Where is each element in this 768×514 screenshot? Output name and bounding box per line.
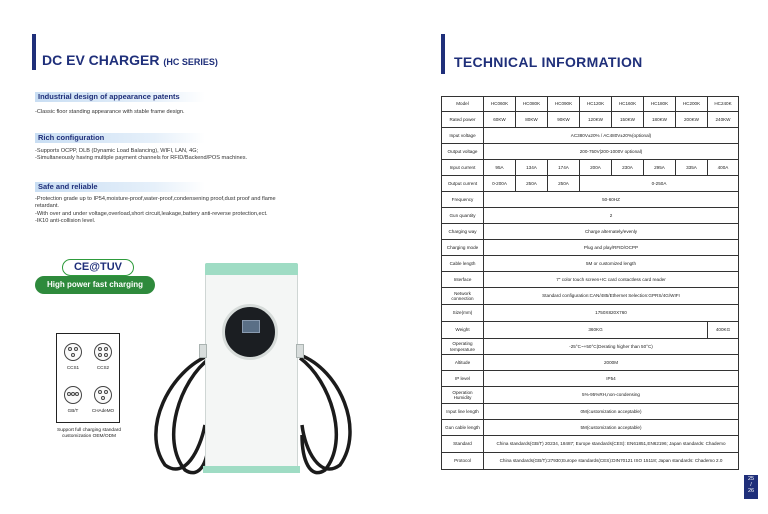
left-title-main: DC EV CHARGER xyxy=(42,52,160,68)
right-gun-holder xyxy=(296,344,304,358)
table-cell: AC380V±20% / AC480V±20%(optional) xyxy=(484,128,739,144)
row-label: Input voltage xyxy=(442,128,484,144)
left-gun-holder xyxy=(199,344,207,358)
row-label: Size(mm) xyxy=(442,305,484,322)
charger-screen xyxy=(242,320,260,333)
table-row xyxy=(442,192,739,208)
table-row xyxy=(442,176,739,192)
table-cell: 0-200A xyxy=(484,176,516,192)
table-cell: 5M or customized length xyxy=(484,256,739,272)
table-cell: 50-60HZ xyxy=(484,192,739,208)
table-cell: HC180K xyxy=(644,97,676,112)
section-line: -Supports OCPP, DLB (Dynamic Load Balancing), WIFI, LAN, 4G; xyxy=(35,148,199,154)
table-cell: HC160K xyxy=(612,97,644,112)
table-cell: China standards(GB/T) 20234, 18487; Europe standards(CES): EN61851,EN62196; Japan standards: Chademo xyxy=(484,436,739,453)
table-cell: 240KW xyxy=(708,112,739,128)
row-label: Model xyxy=(442,97,484,112)
row-label: Rated power xyxy=(442,112,484,128)
row-label: Gun quantity xyxy=(442,208,484,224)
table-cell: 180KW xyxy=(644,112,676,128)
table-row xyxy=(442,208,739,224)
table-cell: China standards(GB/T):27930;Europe standards(CES):DIN70121 ISO 15118; Japan standards: Chademo 2.0 xyxy=(484,453,739,470)
row-label: Charging way xyxy=(442,224,484,240)
table-cell: 335A xyxy=(676,160,708,176)
table-cell: 200-750V|200-1000V optional) xyxy=(484,144,739,160)
plug-label-gbt: GB/T xyxy=(67,408,79,413)
table-row xyxy=(442,355,739,371)
table-cell: 90KW xyxy=(548,112,580,128)
page-number xyxy=(744,475,758,499)
plug-label-ccs1: CCS1 xyxy=(66,365,80,370)
table-cell: 150KW xyxy=(612,112,644,128)
table-cell: HC060K xyxy=(484,97,516,112)
row-label: Standard xyxy=(442,436,484,453)
plug-customization-note: Support full charging standard customization OEM/ODM xyxy=(57,428,121,439)
row-label: Altitude xyxy=(442,355,484,371)
left-title-accent-bar xyxy=(32,34,36,70)
left-title-suffix: (HC SERIES) xyxy=(163,57,218,67)
table-row xyxy=(442,453,739,470)
feature-section-2 xyxy=(35,133,300,163)
table-row xyxy=(442,339,739,355)
section-line: -Classic floor standing appearance with stable frame design. xyxy=(35,109,185,115)
table-row xyxy=(442,371,739,387)
page-number-separator: / xyxy=(750,482,752,488)
table-cell: IP54 xyxy=(484,371,739,387)
table-row xyxy=(442,112,739,128)
charger-cabinet-base xyxy=(203,466,300,473)
charger-cabinet-top xyxy=(205,263,298,275)
table-cell: -25°C~+50°C(Derating higher than 50°C) xyxy=(484,339,739,355)
gbt-plug-icon xyxy=(64,386,82,404)
row-label: Output current xyxy=(442,176,484,192)
ce-tuv-badge: CE@TUV xyxy=(62,259,134,276)
row-label: Protocol xyxy=(442,453,484,470)
section-heading: Industrial design of appearance patents xyxy=(35,92,205,102)
table-cell: Standard configuration:CAN/485/Ethernet Selection:GPRS/4G/WIFI xyxy=(484,288,739,305)
table-cell: 230A xyxy=(612,160,644,176)
table-cell: 295A xyxy=(644,160,676,176)
table-row xyxy=(442,305,739,322)
section-line: -Protection grade up to IP54,moisture-proof,water-proof,condensening proof,dust proof and flame retardant. xyxy=(35,196,276,210)
table-cell: 360KG xyxy=(484,322,708,339)
table-cell: Charge alternately/evenly xyxy=(484,224,739,240)
table-cell: 2 xyxy=(484,208,739,224)
section-line: -IK10 anti-collision level. xyxy=(35,218,96,225)
table-row xyxy=(442,272,739,288)
right-title-accent-bar xyxy=(441,34,445,74)
table-cell: 0M(customization acceptable) xyxy=(484,404,739,420)
table-cell: 7" color touch screen+IC card contactless card reader xyxy=(484,272,739,288)
table-cell: 0-250A xyxy=(580,176,739,192)
row-label: IP level xyxy=(442,371,484,387)
left-page-title xyxy=(42,52,218,68)
table-cell: 400A xyxy=(708,160,739,176)
right-page-title: TECHNICAL INFORMATION xyxy=(454,54,643,70)
table-cell: 174A xyxy=(548,160,580,176)
table-cell: 250A xyxy=(516,176,548,192)
table-cell: 1750X820X760 xyxy=(484,305,739,322)
row-label: Input line length xyxy=(442,404,484,420)
row-label: Weight xyxy=(442,322,484,339)
table-row xyxy=(442,256,739,272)
row-label: Operating temperature xyxy=(442,339,484,355)
table-row xyxy=(442,420,739,436)
ccs1-plug-icon xyxy=(64,343,82,361)
table-row xyxy=(442,322,739,339)
row-label: Operation Humidity xyxy=(442,387,484,404)
charger-cabinet xyxy=(205,263,298,468)
chademo-plug-icon xyxy=(94,386,112,404)
section-body xyxy=(35,148,300,163)
spec-table xyxy=(441,96,739,470)
plug-label-chademo: CHAdeMO xyxy=(91,408,115,413)
table-row xyxy=(442,144,739,160)
high-power-badge: High power fast charging xyxy=(35,276,155,294)
table-row xyxy=(442,240,739,256)
table-cell: 400KG xyxy=(708,322,739,339)
page-number-next: 26 xyxy=(747,488,755,494)
row-label: Frequency xyxy=(442,192,484,208)
table-cell: 120KW xyxy=(580,112,612,128)
table-cell: 2000M xyxy=(484,355,739,371)
connector-types-box xyxy=(56,333,120,423)
section-line: -Simultaneously having multiple payment channels for RFID/Backend/POS machines. xyxy=(35,155,248,162)
table-row xyxy=(442,288,739,305)
table-cell: Plug and play/RFID/OCPP xyxy=(484,240,739,256)
table-cell: HC120K xyxy=(580,97,612,112)
table-row xyxy=(442,160,739,176)
section-body xyxy=(35,196,300,226)
table-row xyxy=(442,128,739,144)
row-label: Gun cable length xyxy=(442,420,484,436)
feature-section-1 xyxy=(35,92,300,116)
page-number-current: 25 xyxy=(747,476,755,482)
table-cell: 80KW xyxy=(516,112,548,128)
table-cell: HC240K xyxy=(708,97,739,112)
table-cell: 60KW xyxy=(484,112,516,128)
table-cell: 250A xyxy=(548,176,580,192)
table-cell: 5%-95%RH,non-condensing xyxy=(484,387,739,404)
row-label: Input current xyxy=(442,160,484,176)
table-cell: HC200K xyxy=(676,97,708,112)
table-row xyxy=(442,224,739,240)
section-heading: Rich configuration xyxy=(35,133,205,143)
ccs2-plug-icon xyxy=(94,343,112,361)
plug-label-ccs2: CCS2 xyxy=(96,365,110,370)
row-label: Interface xyxy=(442,272,484,288)
row-label: Cable length xyxy=(442,256,484,272)
table-row xyxy=(442,387,739,404)
table-cell: HC080K xyxy=(516,97,548,112)
section-line: -With over and under voltage,overload,short circuit,leakage,battery anti-reverse protection,ect. xyxy=(35,210,268,217)
row-label: Charging mode xyxy=(442,240,484,256)
row-label: Network connection xyxy=(442,288,484,305)
table-row xyxy=(442,97,739,112)
table-cell: 5M(customization acceptable) xyxy=(484,420,739,436)
table-cell: HC090K xyxy=(548,97,580,112)
row-label: Output voltage xyxy=(442,144,484,160)
table-row xyxy=(442,436,739,453)
section-body xyxy=(35,109,300,116)
table-cell: 134A xyxy=(516,160,548,176)
table-row xyxy=(442,404,739,420)
table-cell: 200A xyxy=(580,160,612,176)
section-heading: Safe and reliable xyxy=(35,182,205,192)
table-cell: 200KW xyxy=(676,112,708,128)
table-cell: 95A xyxy=(484,160,516,176)
feature-section-3 xyxy=(35,182,300,226)
